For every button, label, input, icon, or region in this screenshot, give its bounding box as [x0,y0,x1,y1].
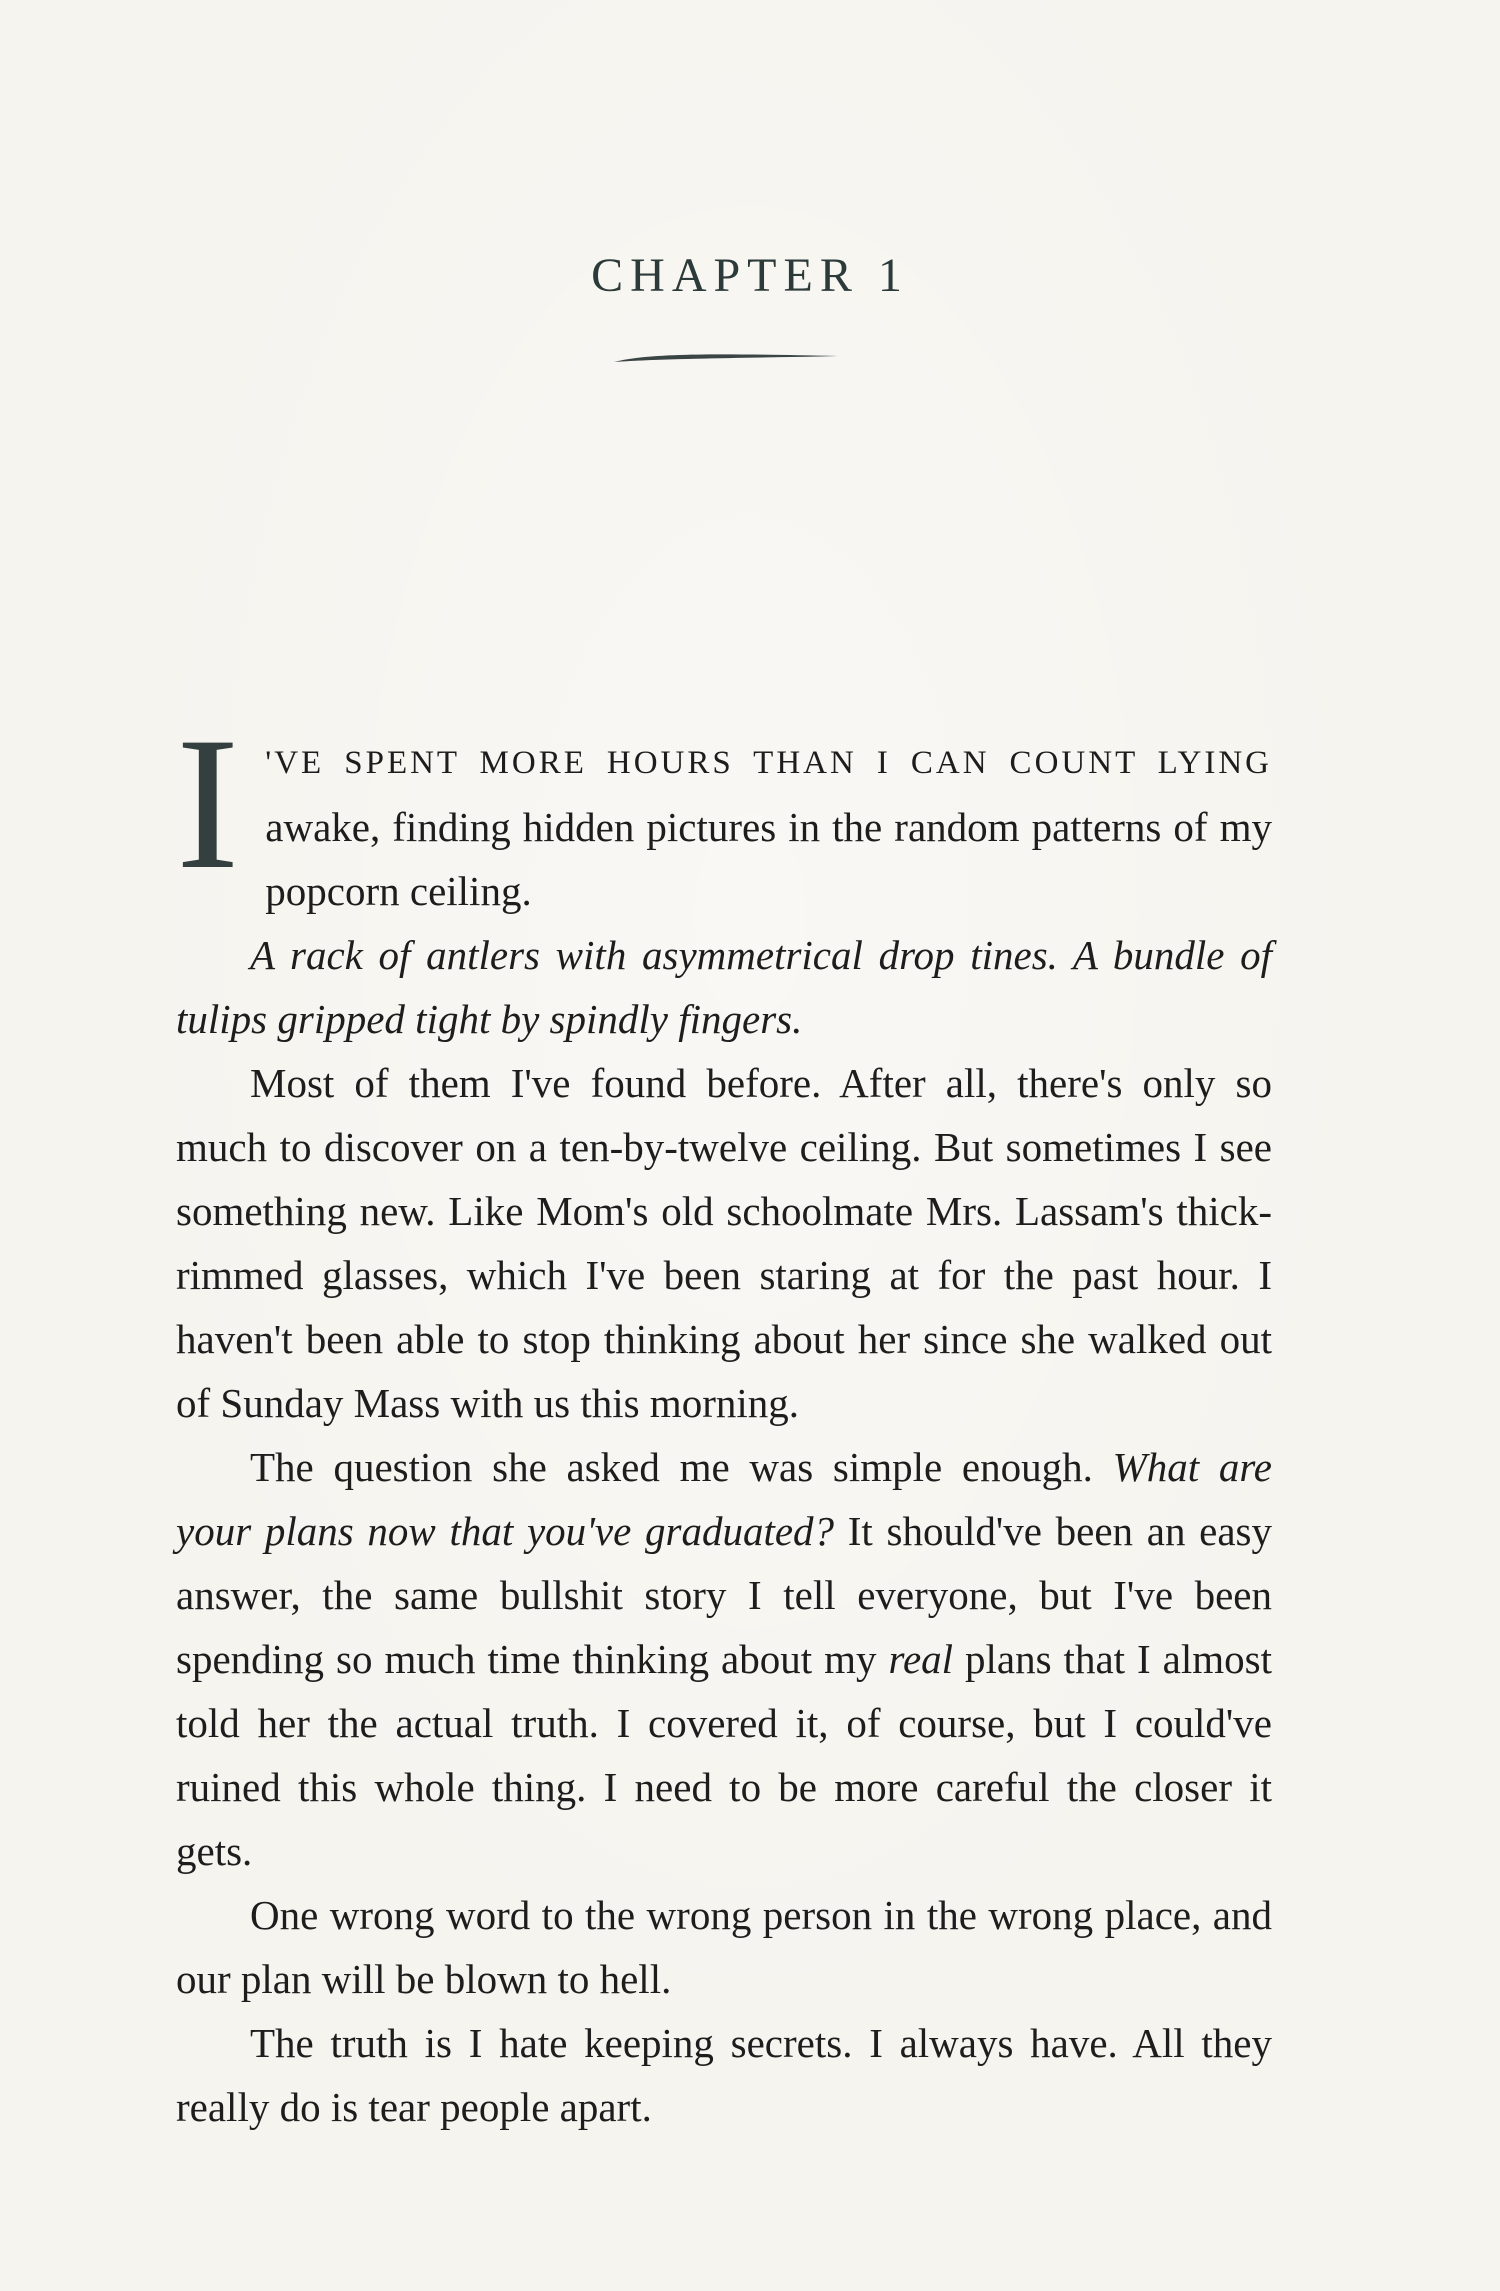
paragraph-1-text: awake, finding hidden pictures in the random patterns of my popcorn ceiling. [265,804,1272,914]
paragraph-5: One wrong word to the wrong person in the wrong place, and our plan will be blown to hell. [176,1892,1272,2002]
paragraph-4 [176,1435,1272,1883]
paragraph-4-italic-question: What are your plans now that you've graduated? [176,1444,1272,1554]
paragraph-1 [176,699,1272,923]
lead-in-small-caps: 'VE SPENT MORE HOURS THAN I CAN COUNT LYING [265,745,1272,781]
drop-cap: I [176,699,240,909]
paragraph-2 [176,923,1272,1051]
chapter-body [176,699,1272,2139]
paragraph-4-text-after: plans that I almost told her the actual truth. I covered it, of course, but I could've ruined this whole thing. I need to be more careful the closer it gets. [176,1636,1272,1874]
chapter-heading: CHAPTER 1 [591,249,909,302]
chapter-ornament-rule [612,348,840,370]
paragraph-3: Most of them I've found before. After all, there's only so much to discover on a ten-by-twelve ceiling. But sometimes I see something new. Like Mom's old schoolmate Mrs. Lassam's thick-rimmed glasses, which I've been staring at for the past hour. I haven't been able to stop thinking about her since she walked out of Sunday Mass with us this morning. [176,1060,1272,1426]
paragraph-4-text-before: The question she asked me was simple enough. [250,1444,1113,1490]
paragraph-6: The truth is I hate keeping secrets. I always have. All they really do is tear people apart. [176,2020,1272,2130]
paragraph-2-italic-text: A rack of antlers with asymmetrical drop tines. A bundle of tulips gripped tight by spindly fingers. [176,932,1272,1042]
paragraph-4-text-middle: It should've been an easy answer, the same bullshit story I tell everyone, but I've been spending so much time thinking about my [176,1508,1272,1682]
paragraph-4-italic-word: real [888,1636,954,1682]
